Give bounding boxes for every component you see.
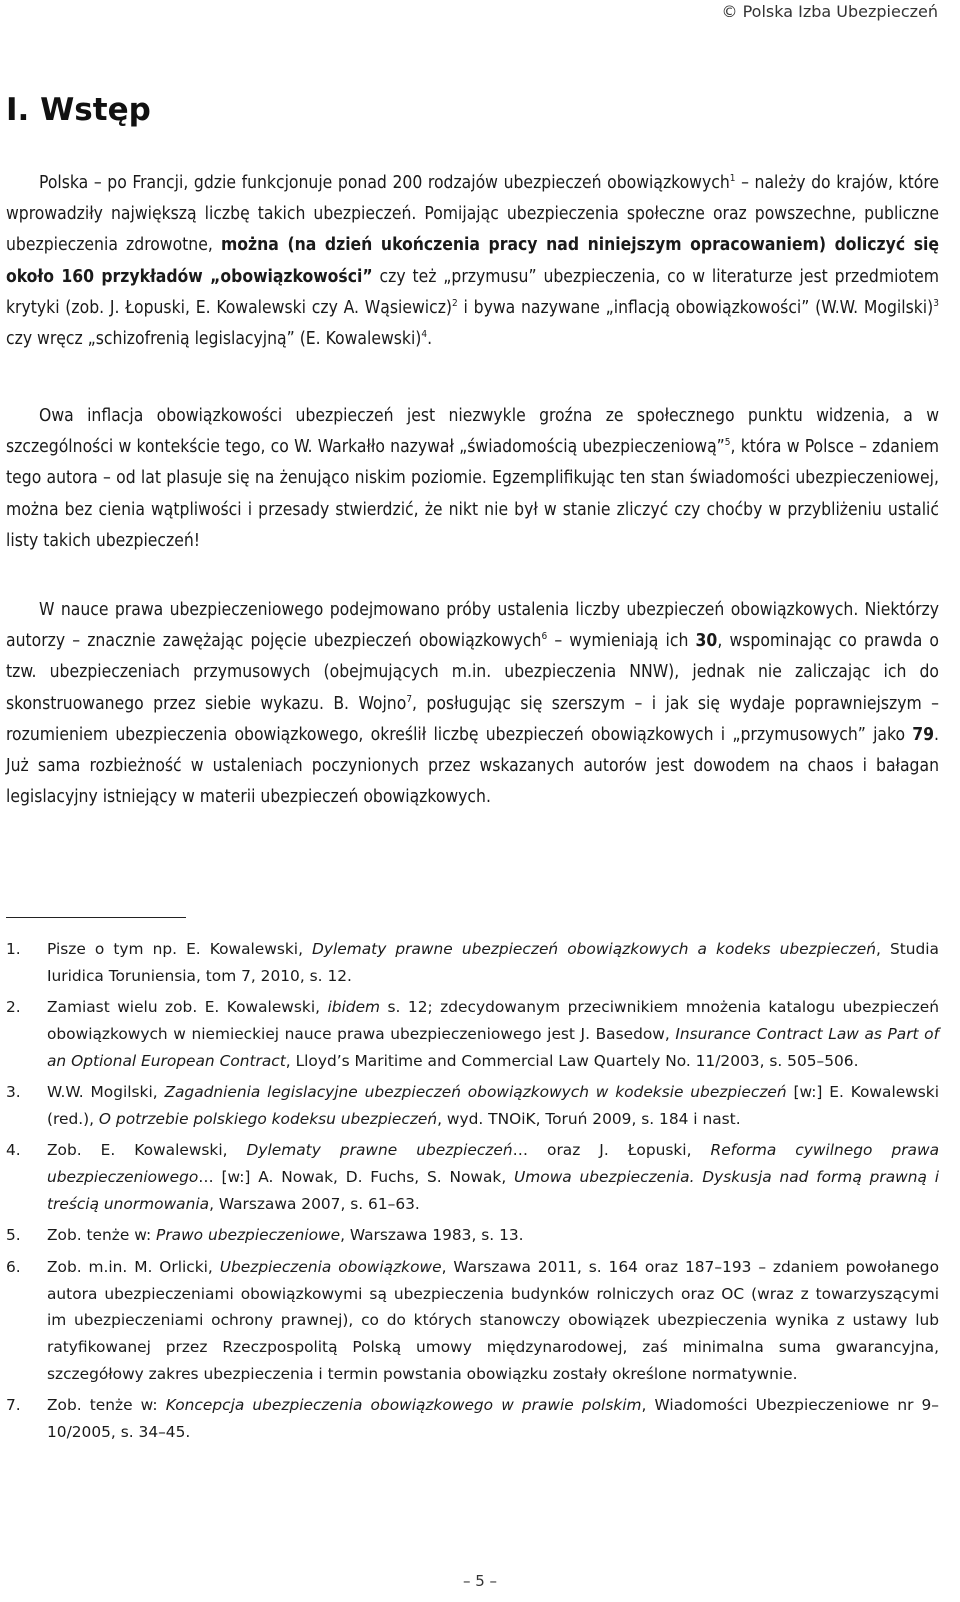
- footnotes-list: [6, 936, 939, 1451]
- footnote-text: , Lloyd’s Maritime and Commercial Law Quartely No. 11/2003, s. 505–506.: [285, 1051, 859, 1070]
- footnote-item: [6, 1254, 939, 1388]
- section-title: I. Wstęp: [6, 92, 151, 128]
- footnote-number: 7.: [6, 1396, 21, 1415]
- footnote-text: , wyd. TNOiK, Toruń 2009, s. 184 i nast.: [437, 1109, 741, 1128]
- footnote-number: 1.: [6, 940, 21, 958]
- footnote-text: [w:] E. Kowalewski (red.),: [47, 1083, 939, 1128]
- footnote-text: s. 12; zdecydowanym przeciwnikiem mnożenia katalogu ubezpieczeń obowiązkowych w niemieckiej nauce prawa ubezpieczeniowego jest J. Basedow,: [47, 998, 939, 1043]
- paragraph-text: czy też „przymusu” ubezpieczenia, co w literaturze jest przedmiotem krytyki (zob. J. Łopuski, E. Kowalewski czy A. Wąsiewicz): [6, 266, 939, 318]
- footnote-number: 2.: [6, 998, 21, 1017]
- footnote-item: [6, 1222, 939, 1249]
- footnote-item: [6, 1392, 939, 1446]
- footnote-text: Zob. tenże w:: [47, 1396, 166, 1415]
- footnote-number: 6.: [6, 1257, 21, 1276]
- paragraph-text: . Już sama rozbieżność w ustaleniach poczynionych przez wskazanych autorów jest dowodem na chaos i bałagan legislacyjny istniejący w materii ubezpieczeń obowiązkowych.: [6, 724, 939, 808]
- paragraph-text: W nauce prawa ubezpieczeniowego podejmowano próby ustalenia liczby ubezpieczeń obowiązkowych. Niektórzy autorzy – znacznie zawężając pojęcie ubezpieczeń obowiązkowych: [6, 600, 939, 652]
- footnote-title: Zagadnienia legislacyjne ubezpieczeń obowiązkowych w kodeksie ubezpieczeń: [164, 1083, 787, 1102]
- paragraph-1: [6, 168, 939, 355]
- paragraph-bold-number: 79: [912, 724, 935, 745]
- footnote-ref-4: 4: [421, 329, 428, 341]
- footnote-item: [6, 1137, 939, 1217]
- paragraph-text: , wspominając co prawda o tzw. ubezpieczeniach przymusowych (obejmujących m.in. ubezpieczenia NNW), jednak nie zaliczając ich do skonstruowanego przez siebie wykazu. B. Wojno: [6, 631, 939, 714]
- footnote-title: Dylematy prawne ubezpieczeń: [246, 1141, 513, 1160]
- footnote-text: , Warszawa 2011, s. 164 oraz 187–193 – zdaniem powołanego autora ubezpieczeniami obowiązkowymi są ubezpieczenia budynków rolniczych oraz OC (wraz z towarzyszącymi im ubezpieczeniami ochrony prawnej), co do których stanowczy obowiązek ubezpieczenia wynika z ustawy lub ratyfikowanej przez Rzeczpospolitą Polską umowy międzynarodowej, zaś minimalna suma gwarancyjna, szczegółowy zakres ubezpieczenia i termin powstania obowiązku zostały określone normatywnie.: [47, 1257, 939, 1383]
- footnote-number: 4.: [6, 1141, 21, 1160]
- footnote-text: , Studia Iuridica Toruniensia, tom 7, 2010, s. 12.: [47, 940, 939, 985]
- paragraph-text: – wymieniają ich: [547, 631, 696, 652]
- footnote-text: , Warszawa 2007, s. 61–63.: [209, 1194, 420, 1213]
- footnote-ref-5: 5: [724, 437, 731, 449]
- paragraph-text: – należy do krajów, które wprowadziły największą liczbę takich ubezpieczeń. Pomijając ubezpieczenia społeczne oraz powszechne, publiczne ubezpieczenia zdrowotne,: [6, 173, 939, 256]
- footnote-ref-2: 2: [452, 298, 458, 310]
- footnote-title: Ubezpieczenia obowiązkowe: [219, 1257, 442, 1276]
- page-number: – 5 –: [462, 1572, 498, 1590]
- footnote-text: , Wiadomości Ubezpieczeniowe nr 9–10/2005, s. 34–45.: [47, 1396, 939, 1442]
- footnote-item: [6, 994, 939, 1074]
- footnote-text: Zob. E. Kowalewski,: [47, 1141, 247, 1160]
- paragraph-3: [6, 595, 939, 813]
- footnote-title: Dylematy prawne ubezpieczeń obowiązkowych a kodeks ubezpieczeń: [312, 940, 876, 958]
- footnote-text: … [w:] A. Nowak, D. Fuchs, S. Nowak,: [198, 1168, 515, 1187]
- footnote-text: W.W. Mogilski,: [47, 1083, 165, 1102]
- footnote-title: Insurance Contract Law as Part of an Optional European Contract: [47, 1024, 939, 1070]
- paragraph-2: [6, 401, 939, 557]
- footnote-title: ibidem: [327, 998, 381, 1017]
- paragraph-bold-number: 30: [695, 631, 718, 652]
- footnote-title: Prawo ubezpieczeniowe: [156, 1226, 341, 1245]
- footnote-text: Zamiast wielu zob. E. Kowalewski,: [47, 998, 328, 1017]
- footnote-text: , Warszawa 1983, s. 13.: [340, 1226, 524, 1245]
- footnote-title: Koncepcja ubezpieczenia obowiązkowego w prawie polskim: [165, 1396, 642, 1415]
- footnote-number: 3.: [6, 1083, 21, 1102]
- footnote-text: Zob. tenże w:: [47, 1226, 157, 1245]
- footnote-item: [6, 1079, 939, 1133]
- footnote-ref-6: 6: [541, 631, 548, 643]
- footnote-text: … oraz J. Łopuski,: [512, 1141, 711, 1160]
- footnote-text: Zob. m.in. M. Orlicki,: [47, 1257, 220, 1276]
- footnote-divider: [6, 917, 186, 918]
- paragraph-text: Polska – po Francji, gdzie funkcjonuje ponad 200 rodzajów ubezpieczeń obowiązkowych: [39, 173, 730, 193]
- footnote-ref-3: 3: [933, 298, 939, 310]
- footnote-title: Reforma cywilnego prawa ubezpieczeniowego: [47, 1141, 940, 1187]
- footnote-ref-7: 7: [406, 693, 413, 705]
- paragraph-bold-text: można (na dzień ukończenia pracy nad niniejszym opracowaniem) doliczyć się około 160 przykładów „obowiązkowości”: [6, 235, 939, 287]
- copyright-header: © Polska Izba Ubezpieczeń: [721, 2, 938, 21]
- paragraph-text: .: [427, 329, 433, 350]
- paragraph-text: Owa inflacja obowiązkowości ubezpieczeń jest niezwykle groźna ze społecznego punktu widzenia, a w szczególności w kontekście tego, co W. Warkałło nazywał „świadomością ubezpieczeniową”: [6, 406, 939, 458]
- footnote-number: 5.: [6, 1226, 21, 1245]
- paragraph-text: , która w Polsce – zdaniem tego autora – od lat plasuje się na żenująco niskim poziomie. Egzemplifikując ten stan świadomości ubezpieczeniowej, można bez cienia wątpliwości i przesady stwierdzić, że nikt nie był w stanie zliczyć czy choćby w przybliżeniu ustalić listy takich ubezpieczeń!: [6, 437, 939, 551]
- footnote-title: Umowa ubezpieczenia. Dyskusja nad formą prawną i treścią unormowania: [47, 1168, 939, 1213]
- footnote-ref-1: 1: [729, 173, 736, 185]
- footnote-item: [6, 936, 939, 990]
- paragraph-text: i bywa nazywane „inflacją obowiązkowości” (W.W. Mogilski): [457, 297, 934, 318]
- footnote-title: O potrzebie polskiego kodeksu ubezpieczeń: [98, 1109, 438, 1128]
- paragraph-text: czy wręcz „schizofrenią legislacyjną” (E. Kowalewski): [6, 329, 422, 350]
- footnote-text: Pisze o tym np. E. Kowalewski,: [47, 940, 313, 958]
- paragraph-text: , posługując się szerszym – i jak się wydaje poprawniejszym – rozumieniem ubezpieczenia obowiązkowego, określił liczbę ubezpieczeń obowiązkowych i „przymusowych” jako: [6, 693, 940, 745]
